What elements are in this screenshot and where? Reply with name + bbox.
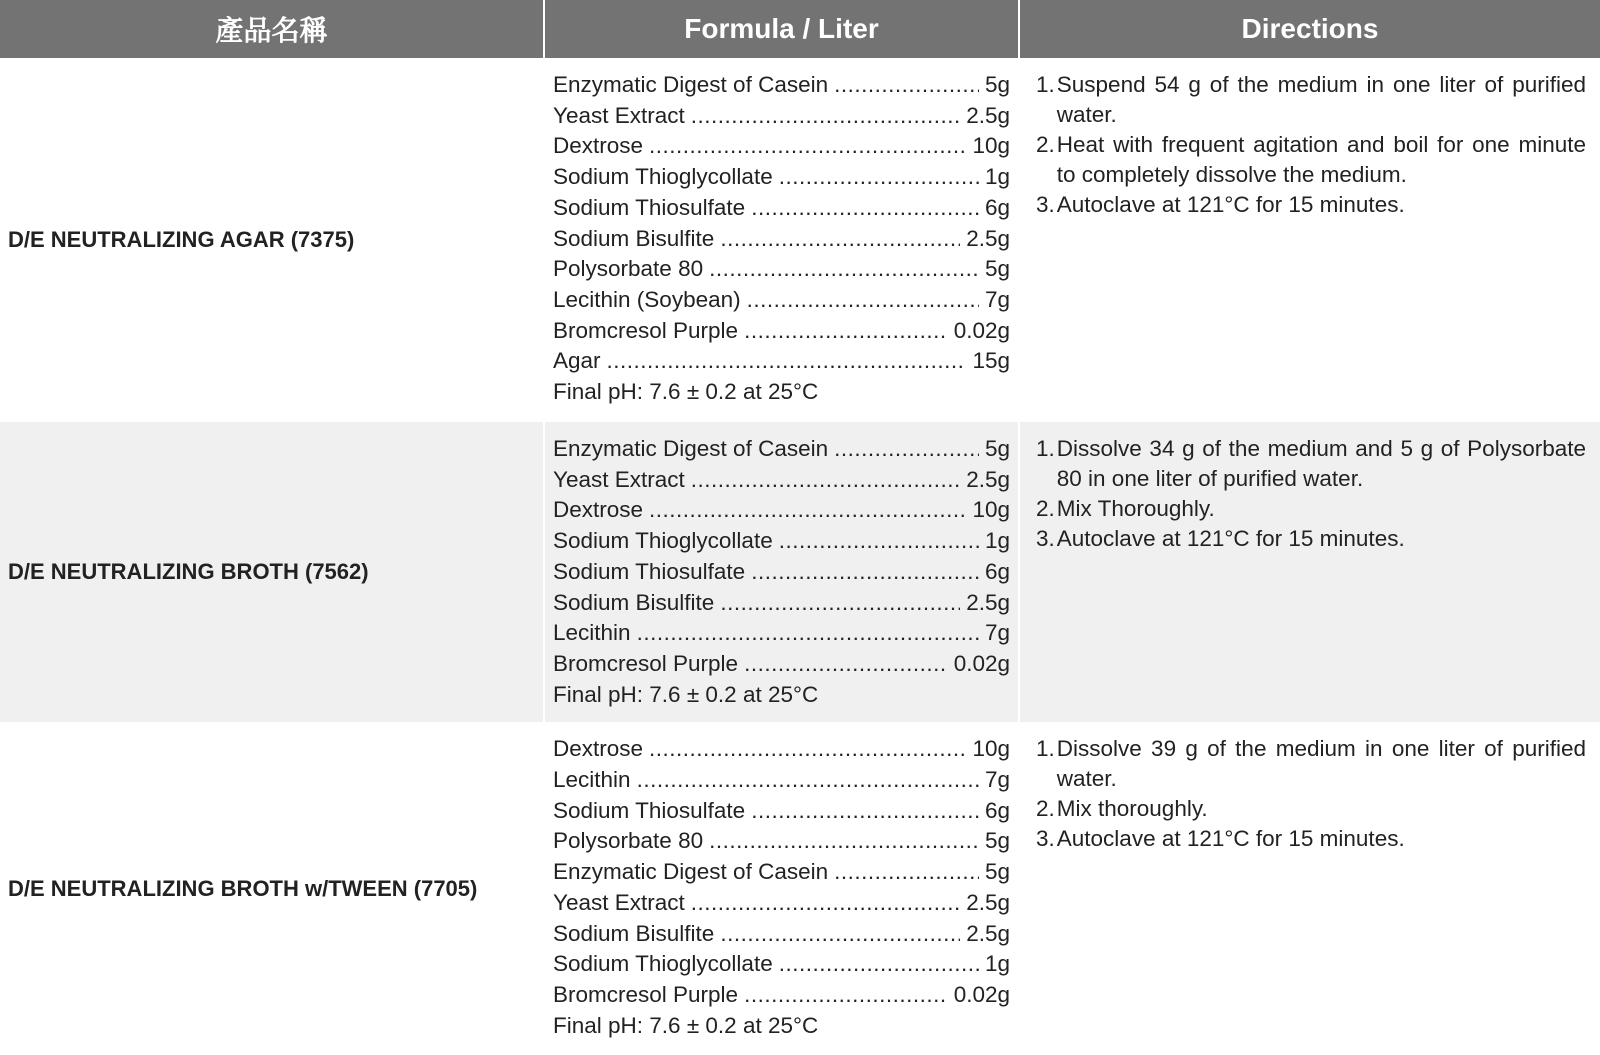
ingredient-amount: 1g	[984, 951, 1010, 977]
dot-leader	[779, 526, 979, 557]
table-body	[0, 58, 1600, 1055]
dot-leader	[779, 162, 979, 193]
directions-cell	[1019, 722, 1600, 1055]
formula-cell	[544, 722, 1019, 1055]
step-text: Dissolve 39 g of the medium in one liter of purified water.	[1056, 736, 1586, 792]
dot-leader	[751, 796, 979, 827]
ingredient-amount: 5g	[984, 72, 1010, 97]
dot-leader	[751, 557, 979, 588]
formula-line	[553, 765, 1010, 796]
ingredient-name: Sodium Thioglycollate	[553, 164, 773, 190]
dot-leader	[649, 495, 966, 526]
step-number: 1.	[1036, 736, 1055, 762]
dot-leader	[751, 193, 979, 224]
dot-leader	[834, 70, 979, 101]
formula-line	[553, 649, 1010, 680]
direction-step	[1036, 494, 1586, 524]
formula-line	[553, 796, 1010, 827]
dot-leader	[607, 346, 967, 377]
formula-line	[553, 101, 1010, 132]
ingredient-amount: 5g	[984, 859, 1010, 885]
ingredient-amount: 7g	[984, 620, 1010, 646]
step-number: 1.	[1036, 436, 1055, 461]
step-text: Autoclave at 121°C for 15 minutes.	[1056, 192, 1405, 217]
dot-leader	[637, 765, 979, 796]
ingredient-amount: 2.5g	[966, 102, 1010, 128]
dot-leader	[691, 888, 960, 919]
ingredient-name: Yeast Extract	[553, 102, 685, 128]
direction-step	[1036, 70, 1586, 130]
ingredient-amount: 0.02g	[953, 317, 1010, 343]
direction-step	[1036, 794, 1586, 824]
step-text: Autoclave at 121°C for 15 minutes.	[1056, 526, 1405, 551]
formula-line	[553, 254, 1010, 285]
ingredient-name: Sodium Thioglycollate	[553, 528, 773, 554]
ingredient-name: Yeast Extract	[553, 889, 685, 915]
dot-leader	[649, 734, 966, 765]
dot-leader	[720, 919, 960, 950]
formula-line	[553, 346, 1010, 377]
final-ph: Final pH: 7.6 ± 0.2 at 25°C	[553, 681, 819, 707]
ingredient-name: Dextrose	[553, 736, 644, 762]
step-text: Dissolve 34 g of the medium and 5 g of Polysorbate 80 in one liter of purified water.	[1056, 436, 1586, 491]
final-ph: Final pH: 7.6 ± 0.2 at 25°C	[553, 379, 819, 405]
ingredient-amount: 1g	[984, 164, 1010, 190]
ingredient-name: Bromcresol Purple	[553, 317, 739, 343]
ingredient-amount: 5g	[984, 828, 1010, 854]
formula-line	[553, 495, 1010, 526]
header-row	[0, 0, 1600, 58]
dot-leader	[709, 826, 979, 857]
formula-line	[553, 285, 1010, 316]
step-number: 1.	[1036, 72, 1055, 97]
formula-line	[553, 949, 1010, 980]
ingredient-amount: 5g	[984, 436, 1010, 461]
ingredient-name: Dextrose	[553, 133, 644, 159]
ingredient-name: Lecithin (Soybean)	[553, 286, 741, 312]
ingredient-name: Bromcresol Purple	[553, 981, 739, 1007]
step-number: 2.	[1036, 132, 1055, 157]
product-name: D/E NEUTRALIZING BROTH (7562)	[0, 422, 544, 722]
ingredient-name: Sodium Bisulfite	[553, 589, 715, 615]
ingredient-amount: 6g	[984, 194, 1010, 220]
ingredient-name: Sodium Thiosulfate	[553, 797, 746, 823]
formula-line	[553, 131, 1010, 162]
ingredient-amount: 10g	[972, 736, 1010, 762]
ingredient-amount: 2.5g	[966, 920, 1010, 946]
formula-line	[553, 919, 1010, 950]
ingredient-name: Sodium Thiosulfate	[553, 558, 746, 584]
dot-leader	[649, 131, 966, 162]
directions-cell	[1019, 58, 1600, 422]
ingredient-name: Enzymatic Digest of Casein	[553, 436, 829, 461]
ingredient-amount: 7g	[984, 767, 1010, 793]
ingredient-name: Sodium Bisulfite	[553, 920, 715, 946]
header-directions: Directions	[1019, 0, 1600, 58]
product-row	[0, 422, 1600, 722]
step-text: Heat with frequent agitation and boil for one minute to completely dissolve the medium.	[1056, 132, 1586, 187]
formula-line	[553, 980, 1010, 1011]
ingredient-name: Bromcresol Purple	[553, 650, 739, 676]
formula-cell	[544, 422, 1019, 722]
formula-line	[553, 70, 1010, 101]
product-name: D/E NEUTRALIZING AGAR (7375)	[0, 58, 544, 422]
formula-line	[553, 465, 1010, 496]
formula-line	[553, 888, 1010, 919]
ingredient-amount: 6g	[984, 558, 1010, 584]
step-text: Suspend 54 g of the medium in one liter of purified water.	[1056, 72, 1586, 127]
ingredient-name: Sodium Thioglycollate	[553, 951, 773, 977]
dot-leader	[744, 649, 948, 680]
ingredient-name: Enzymatic Digest of Casein	[553, 859, 829, 885]
ingredient-amount: 1g	[984, 528, 1010, 554]
ingredient-amount: 10g	[972, 133, 1010, 159]
dot-leader	[637, 618, 979, 649]
ingredient-name: Lecithin	[553, 620, 631, 646]
direction-step	[1036, 734, 1586, 794]
step-number: 2.	[1036, 496, 1055, 521]
ingredient-amount: 6g	[984, 797, 1010, 823]
header-product-name: 產品名稱	[0, 0, 544, 58]
dot-leader	[691, 465, 960, 496]
product-row	[0, 58, 1600, 422]
formula-line	[553, 588, 1010, 619]
header-formula: Formula / Liter	[544, 0, 1019, 58]
ingredient-name: Agar	[553, 348, 601, 374]
dot-leader	[747, 285, 979, 316]
formula-cell	[544, 58, 1019, 422]
formula-line	[553, 224, 1010, 255]
ingredient-name: Sodium Bisulfite	[553, 225, 715, 251]
ingredient-name: Yeast Extract	[553, 466, 685, 492]
dot-leader	[720, 224, 960, 255]
dot-leader	[744, 980, 948, 1011]
dot-leader	[834, 434, 979, 465]
formula-line	[553, 162, 1010, 193]
formula-line	[553, 434, 1010, 465]
formula-line	[553, 734, 1010, 765]
direction-step	[1036, 130, 1586, 190]
step-text: Autoclave at 121°C for 15 minutes.	[1056, 826, 1405, 852]
step-number: 2.	[1036, 796, 1055, 822]
dot-leader	[709, 254, 979, 285]
formula-line	[553, 618, 1010, 649]
dot-leader	[691, 101, 960, 132]
step-number: 3.	[1036, 826, 1055, 852]
dot-leader	[834, 857, 979, 888]
direction-step	[1036, 824, 1586, 854]
product-row	[0, 722, 1600, 1055]
ingredient-amount: 2.5g	[966, 589, 1010, 615]
ingredient-amount: 15g	[972, 348, 1010, 374]
final-ph: Final pH: 7.6 ± 0.2 at 25°C	[553, 1012, 819, 1038]
ingredient-name: Polysorbate 80	[553, 256, 704, 282]
step-text: Mix thoroughly.	[1056, 796, 1208, 822]
formula-line	[553, 857, 1010, 888]
ingredient-amount: 2.5g	[966, 225, 1010, 251]
formula-line	[553, 826, 1010, 857]
directions-cell	[1019, 422, 1600, 722]
ingredient-amount: 2.5g	[966, 466, 1010, 492]
ingredient-name: Enzymatic Digest of Casein	[553, 72, 829, 97]
ingredient-name: Polysorbate 80	[553, 828, 704, 854]
ingredient-name: Dextrose	[553, 497, 644, 523]
formula-line	[553, 316, 1010, 347]
ingredient-amount: 10g	[972, 497, 1010, 523]
ingredient-amount: 0.02g	[953, 981, 1010, 1007]
formula-line	[553, 526, 1010, 557]
step-text: Mix Thoroughly.	[1056, 496, 1215, 521]
ingredient-name: Lecithin	[553, 767, 631, 793]
ingredient-amount: 5g	[984, 256, 1010, 282]
ingredient-amount: 7g	[984, 286, 1010, 312]
direction-step	[1036, 190, 1586, 220]
product-name: D/E NEUTRALIZING BROTH w/TWEEN (7705)	[0, 722, 544, 1055]
formula-line	[553, 557, 1010, 588]
step-number: 3.	[1036, 526, 1055, 551]
dot-leader	[779, 949, 979, 980]
direction-step	[1036, 524, 1586, 554]
dot-leader	[744, 316, 948, 347]
ingredient-amount: 0.02g	[953, 650, 1010, 676]
step-number: 3.	[1036, 192, 1055, 217]
ingredient-name: Sodium Thiosulfate	[553, 194, 746, 220]
dot-leader	[720, 588, 960, 619]
direction-step	[1036, 434, 1586, 494]
formula-line	[553, 193, 1010, 224]
ingredient-amount: 2.5g	[966, 889, 1010, 915]
